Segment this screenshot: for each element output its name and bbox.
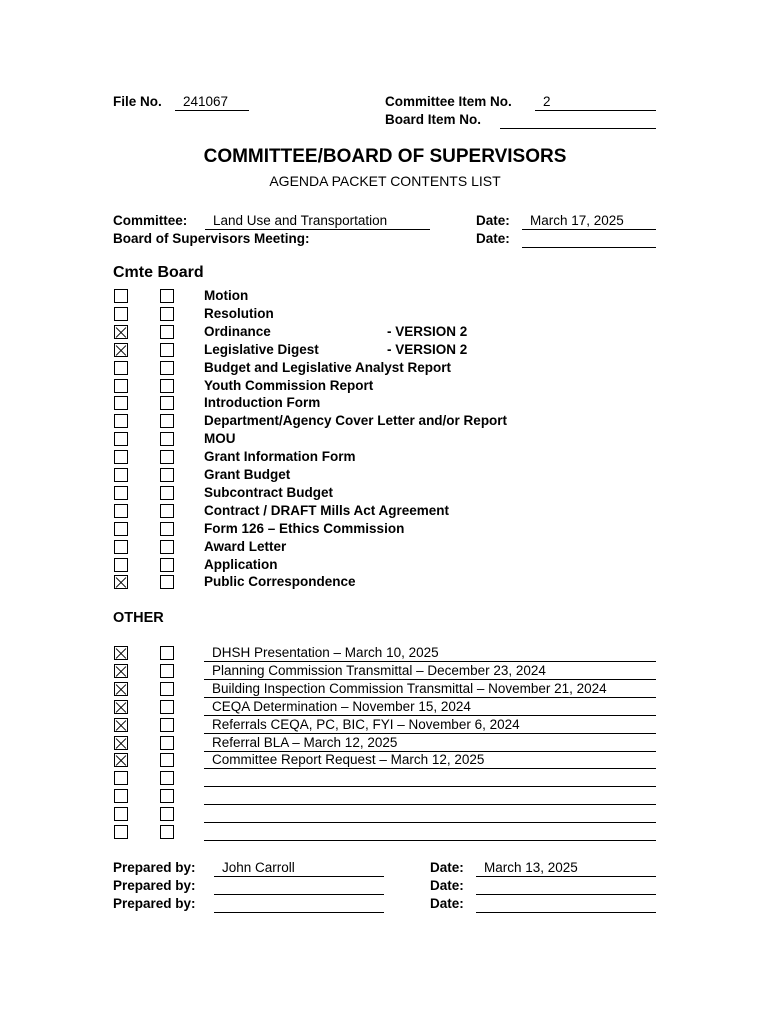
prepared-by-field[interactable] (214, 878, 384, 895)
prepared-by-label: Prepared by: (113, 896, 196, 911)
board-checkbox[interactable] (160, 396, 174, 410)
cmte-checkbox[interactable] (114, 361, 128, 375)
board-checkbox[interactable] (160, 414, 174, 428)
prepared-date-field[interactable] (476, 896, 656, 913)
committee-item-value: 2 (543, 94, 551, 109)
board-checkbox[interactable] (160, 289, 174, 303)
committee-date-value: March 17, 2025 (530, 213, 624, 228)
page-title: COMMITTEE/BOARD OF SUPERVISORS (203, 146, 567, 167)
other-cmte-checkbox[interactable] (114, 771, 128, 785)
cmte-checkbox[interactable] (114, 289, 128, 303)
checklist-item-label: Form 126 – Ethics Commission (204, 521, 405, 536)
other-cmte-checkbox[interactable] (114, 736, 128, 750)
board-checkbox[interactable] (160, 343, 174, 357)
other-board-checkbox[interactable] (160, 718, 174, 732)
prepared-date-field[interactable] (476, 860, 656, 877)
other-item-field[interactable] (204, 806, 656, 823)
board-checkbox[interactable] (160, 468, 174, 482)
prepared-by-label: Prepared by: (113, 878, 196, 893)
board-item-label: Board Item No. (385, 112, 482, 127)
file-no-value: 241067 (183, 94, 229, 109)
cmte-checkbox[interactable] (114, 379, 128, 393)
other-board-checkbox[interactable] (160, 646, 174, 660)
other-cmte-checkbox[interactable] (114, 700, 128, 714)
cmte-checkbox[interactable] (114, 558, 128, 572)
other-board-checkbox[interactable] (160, 753, 174, 767)
board-checkbox[interactable] (160, 379, 174, 393)
checklist-item-label: Grant Budget (204, 467, 291, 482)
prepared-by-name: John Carroll (222, 860, 295, 875)
checklist-heading: Cmte Board (113, 264, 204, 281)
checklist-item-label: Ordinance (204, 324, 271, 339)
cmte-checkbox[interactable] (114, 468, 128, 482)
cmte-checkbox[interactable] (114, 307, 128, 321)
prepared-by-field[interactable] (214, 860, 384, 877)
checklist-item-label: Youth Commission Report (204, 378, 374, 393)
cmte-checkbox[interactable] (114, 575, 128, 589)
other-item-field[interactable] (204, 699, 656, 716)
other-cmte-checkbox[interactable] (114, 807, 128, 821)
committee-label: Committee: (113, 213, 188, 228)
checklist-item-label: Introduction Form (204, 395, 321, 410)
prepared-by-label: Prepared by: (113, 860, 196, 875)
cmte-checkbox[interactable] (114, 414, 128, 428)
other-item-label: DHSH Presentation – March 10, 2025 (212, 645, 439, 660)
committee-item-label: Committee Item No. (385, 94, 512, 109)
committee-date-field[interactable] (522, 213, 656, 230)
other-item-field[interactable] (204, 663, 656, 680)
checklist-item-label: Motion (204, 288, 249, 303)
other-board-checkbox[interactable] (160, 789, 174, 803)
other-board-checkbox[interactable] (160, 771, 174, 785)
board-checkbox[interactable] (160, 575, 174, 589)
board-checkbox[interactable] (160, 558, 174, 572)
other-item-label: CEQA Determination – November 15, 2024 (212, 699, 471, 714)
other-item-label: Committee Report Request – March 12, 2025 (212, 752, 485, 767)
file-no-field[interactable] (175, 94, 249, 111)
checklist-item-label: Budget and Legislative Analyst Report (204, 360, 452, 375)
board-checkbox[interactable] (160, 540, 174, 554)
checklist-item-label: Subcontract Budget (204, 485, 334, 500)
other-item-field[interactable] (204, 735, 656, 752)
checklist-item-version: - VERSION 2 (387, 342, 468, 357)
other-item-field[interactable] (204, 681, 656, 698)
other-cmte-checkbox[interactable] (114, 825, 128, 839)
other-item-field[interactable] (204, 770, 656, 787)
checklist-item-label: Grant Information Form (204, 449, 356, 464)
board-item-field[interactable] (500, 112, 656, 129)
other-cmte-checkbox[interactable] (114, 718, 128, 732)
other-item-field[interactable] (204, 824, 656, 841)
committee-item-field[interactable] (535, 94, 656, 111)
board-checkbox[interactable] (160, 361, 174, 375)
page-subtitle: AGENDA PACKET CONTENTS LIST (269, 173, 501, 189)
cmte-checkbox[interactable] (114, 396, 128, 410)
board-checkbox[interactable] (160, 432, 174, 446)
prepared-by-field[interactable] (214, 896, 384, 913)
other-board-checkbox[interactable] (160, 682, 174, 696)
checklist-item-label: Application (204, 557, 278, 572)
prepared-date-value: March 13, 2025 (484, 860, 578, 875)
checklist-item-label: Department/Agency Cover Letter and/or Report (204, 413, 508, 428)
other-item-label: Building Inspection Commission Transmittal – November 21, 2024 (212, 681, 607, 696)
cmte-checkbox[interactable] (114, 486, 128, 500)
checklist-item-label: Resolution (204, 306, 274, 321)
committee-date-label: Date: (476, 213, 510, 228)
other-board-checkbox[interactable] (160, 825, 174, 839)
other-board-checkbox[interactable] (160, 807, 174, 821)
board-checkbox[interactable] (160, 450, 174, 464)
board-checkbox[interactable] (160, 504, 174, 518)
cmte-checkbox[interactable] (114, 325, 128, 339)
prepared-date-label: Date: (430, 860, 464, 875)
board-checkbox[interactable] (160, 522, 174, 536)
other-heading: OTHER (113, 610, 164, 626)
checklist-item-label: Legislative Digest (204, 342, 319, 357)
prepared-date-label: Date: (430, 878, 464, 893)
cmte-checkbox[interactable] (114, 343, 128, 357)
board-checkbox[interactable] (160, 486, 174, 500)
other-cmte-checkbox[interactable] (114, 789, 128, 803)
checklist-item-label: Public Correspondence (204, 574, 356, 589)
cmte-checkbox[interactable] (114, 522, 128, 536)
prepared-date-field[interactable] (476, 878, 656, 895)
board-date-field[interactable] (522, 231, 656, 248)
cmte-checkbox[interactable] (114, 504, 128, 518)
other-board-checkbox[interactable] (160, 700, 174, 714)
other-board-checkbox[interactable] (160, 736, 174, 750)
prepared-date-label: Date: (430, 896, 464, 911)
committee-field[interactable] (205, 213, 430, 230)
other-cmte-checkbox[interactable] (114, 682, 128, 696)
other-cmte-checkbox[interactable] (114, 664, 128, 678)
other-item-field[interactable] (204, 788, 656, 805)
cmte-checkbox[interactable] (114, 450, 128, 464)
other-cmte-checkbox[interactable] (114, 753, 128, 767)
file-no-label: File No. (113, 94, 162, 109)
other-item-label: Planning Commission Transmittal – December 23, 2024 (212, 663, 546, 678)
cmte-checkbox[interactable] (114, 432, 128, 446)
other-item-label: Referrals CEQA, PC, BIC, FYI – November 6, 2024 (212, 717, 520, 732)
other-item-field[interactable] (204, 717, 656, 734)
board-checkbox[interactable] (160, 325, 174, 339)
cmte-checkbox[interactable] (114, 540, 128, 554)
other-item-label: Referral BLA – March 12, 2025 (212, 735, 398, 750)
board-checkbox[interactable] (160, 307, 174, 321)
other-board-checkbox[interactable] (160, 664, 174, 678)
board-date-label: Date: (476, 231, 510, 246)
other-item-field[interactable] (204, 645, 656, 662)
board-meeting-label: Board of Supervisors Meeting: (113, 231, 310, 246)
other-cmte-checkbox[interactable] (114, 646, 128, 660)
checklist-item-label: Award Letter (204, 539, 287, 554)
checklist-item-version: - VERSION 2 (387, 324, 468, 339)
committee-value: Land Use and Transportation (213, 213, 388, 228)
checklist-item-label: Contract / DRAFT Mills Act Agreement (204, 503, 450, 518)
other-item-field[interactable] (204, 752, 656, 769)
checklist-item-label: MOU (204, 431, 236, 446)
